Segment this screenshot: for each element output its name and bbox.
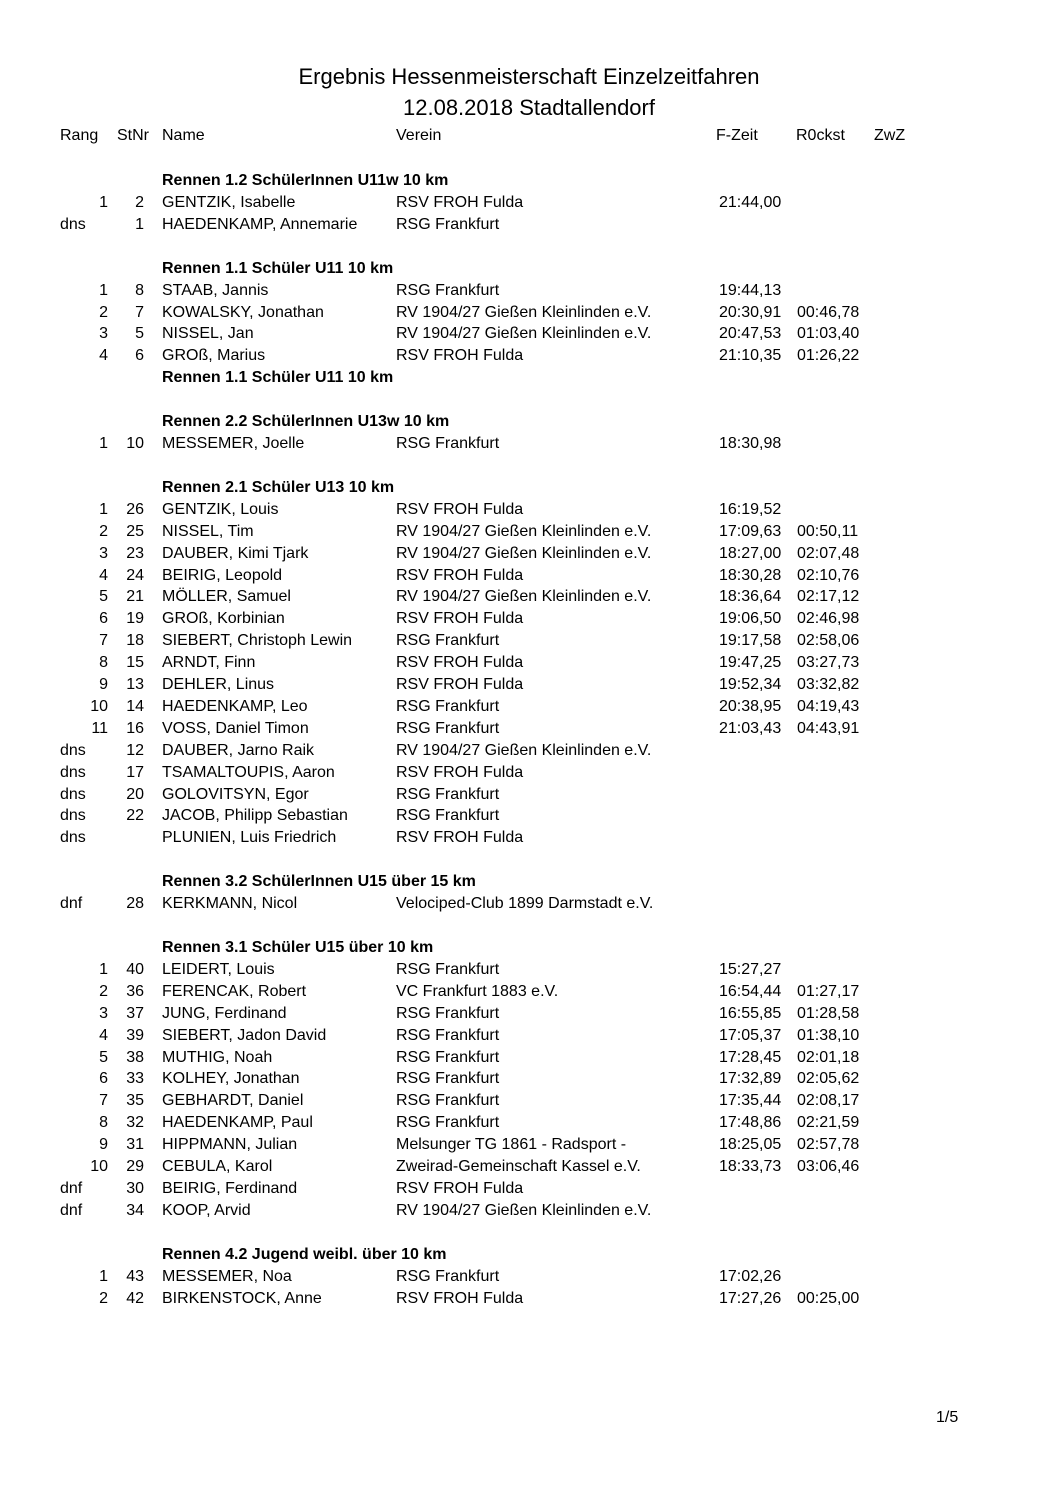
rank-cell: dns [60, 741, 86, 759]
result-row [0, 280, 1058, 302]
rank-cell: dns [60, 807, 86, 825]
start-number-cell: 13 [126, 676, 144, 693]
name-cell: GENTZIK, Louis [162, 500, 279, 518]
start-number-cell: 20 [126, 785, 144, 803]
gap-cell: 01:28,58 [797, 1004, 860, 1022]
page-number: 1/5 [936, 1409, 959, 1426]
rank-cell: 6 [99, 1070, 108, 1088]
start-number-cell: 8 [135, 281, 144, 299]
result-row [0, 740, 1058, 762]
gap-cell: 00:25,00 [797, 1289, 860, 1307]
club-cell: RSG Frankfurt [396, 1004, 500, 1022]
start-number-cell: 6 [135, 347, 144, 365]
name-cell: MUTHIG, Noah [162, 1048, 273, 1066]
result-row [0, 1112, 1058, 1134]
start-number-cell: 38 [126, 1048, 144, 1066]
result-row [0, 1003, 1058, 1025]
result-row [0, 433, 1058, 455]
name-cell: MÖLLER, Samuel [162, 588, 291, 606]
rank-cell: 2 [99, 522, 108, 540]
header-stnr: StNr [117, 127, 149, 144]
time-cell: 21:03,43 [719, 719, 782, 737]
name-cell: SIEBERT, Christoph Lewin [162, 632, 353, 650]
result-row [0, 1178, 1058, 1200]
time-cell: 16:55,85 [719, 1004, 782, 1022]
result-row [0, 192, 1058, 214]
gap-cell: 02:10,76 [797, 566, 860, 584]
gap-cell: 04:43,91 [797, 719, 860, 737]
club-cell: RSV FROH Fulda [396, 676, 524, 693]
start-number-cell: 23 [126, 544, 144, 562]
rank-cell: 5 [99, 1048, 108, 1066]
result-row [0, 981, 1058, 1003]
result-row [0, 1025, 1058, 1047]
name-cell: GROß, Korbinian [162, 610, 285, 628]
rank-cell: 4 [99, 566, 108, 584]
time-cell: 17:27,26 [719, 1289, 782, 1307]
result-row [0, 565, 1058, 587]
rank-cell: 7 [99, 632, 108, 650]
start-number-cell: 7 [135, 303, 144, 321]
start-number-cell: 14 [126, 697, 144, 715]
start-number-cell: 26 [126, 500, 144, 518]
club-cell: RSV FROH Fulda [396, 347, 524, 365]
rank-cell: 8 [99, 1114, 108, 1132]
rank-cell: dns [60, 763, 86, 781]
rank-cell: 9 [99, 676, 108, 693]
result-row [0, 323, 1058, 345]
start-number-cell: 22 [126, 807, 144, 825]
page-title: Ergebnis Hessenmeisterschaft Einzelzeitfahren [298, 64, 760, 89]
start-number-cell: 29 [126, 1158, 144, 1175]
name-cell: BEIRIG, Leopold [162, 566, 283, 584]
result-row [0, 1200, 1058, 1222]
result-row [0, 784, 1058, 806]
section-title: Rennen 4.2 Jugend weibl. über 10 km [162, 1245, 447, 1263]
result-row [0, 1266, 1058, 1288]
start-number-cell: 1 [135, 215, 144, 233]
time-cell: 18:30,28 [719, 566, 782, 584]
rank-cell: 7 [99, 1092, 108, 1110]
start-number-cell: 25 [126, 522, 144, 540]
name-cell: LEIDERT, Louis [162, 960, 275, 978]
name-cell: GROß, Marius [162, 347, 266, 365]
club-cell: Melsunger TG 1861 - Radsport - [396, 1136, 627, 1154]
page-subtitle: 12.08.2018 Stadtallendorf [403, 95, 655, 120]
gap-cell: 02:07,48 [797, 544, 860, 562]
club-cell: RV 1904/27 Gießen Kleinlinden e.V. [396, 325, 652, 343]
result-row [0, 302, 1058, 324]
start-number-cell: 19 [126, 610, 144, 628]
gap-cell: 02:05,62 [797, 1070, 860, 1088]
gap-cell: 02:57,78 [797, 1136, 860, 1154]
time-cell: 17:02,26 [719, 1267, 782, 1285]
header-verein: Verein [396, 127, 442, 144]
rank-cell: 9 [99, 1136, 108, 1154]
name-cell: SIEBERT, Jadon David [162, 1026, 327, 1044]
start-number-cell: 21 [126, 588, 144, 606]
rank-cell: 2 [99, 1289, 108, 1307]
rank-cell: 2 [99, 303, 108, 321]
start-number-cell: 43 [126, 1267, 144, 1285]
section-title: Rennen 1.1 Schüler U11 10 km [162, 259, 394, 277]
time-cell: 20:30,91 [719, 303, 782, 321]
header-zwz: ZwZ [874, 127, 906, 144]
start-number-cell: 30 [126, 1179, 144, 1197]
name-cell: HAEDENKAMP, Annemarie [162, 215, 358, 233]
name-cell: CEBULA, Karol [162, 1158, 273, 1175]
club-cell: RSG Frankfurt [396, 1026, 500, 1044]
header-rang: Rang [60, 127, 99, 144]
rank-cell: 1 [99, 435, 108, 452]
club-cell: RSV FROH Fulda [396, 1289, 524, 1307]
time-cell: 17:35,44 [719, 1092, 782, 1110]
start-number-cell: 10 [126, 435, 144, 452]
section-title: Rennen 2.1 Schüler U13 10 km [162, 478, 395, 496]
rank-cell: dns [60, 215, 86, 233]
result-row [0, 345, 1058, 367]
name-cell: TSAMALTOUPIS, Aaron [162, 763, 335, 781]
result-row [0, 1047, 1058, 1069]
gap-cell: 00:50,11 [797, 522, 859, 540]
rank-cell: dnf [60, 1201, 83, 1219]
rank-cell: 1 [99, 193, 108, 211]
rank-cell: 1 [99, 1267, 108, 1285]
start-number-cell: 42 [126, 1289, 144, 1307]
start-number-cell: 36 [126, 982, 144, 1000]
name-cell: KOWALSKY, Jonathan [162, 303, 324, 321]
name-cell: KOOP, Arvid [162, 1201, 251, 1219]
club-cell: RSV FROH Fulda [396, 566, 524, 584]
name-cell: DAUBER, Kimi Tjark [162, 544, 309, 562]
result-row [0, 1068, 1058, 1090]
club-cell: RSG Frankfurt [396, 1267, 500, 1285]
time-cell: 19:52,34 [719, 676, 782, 693]
gap-cell: 01:27,17 [797, 982, 860, 1000]
result-row [0, 718, 1058, 740]
start-number-cell: 31 [126, 1136, 144, 1154]
start-number-cell: 12 [126, 741, 144, 759]
start-number-cell: 28 [126, 895, 144, 913]
time-cell: 18:30,98 [719, 435, 782, 452]
result-row [0, 959, 1058, 981]
gap-cell: 02:46,98 [797, 610, 860, 628]
result-row [0, 1090, 1058, 1112]
gap-cell: 01:26,22 [797, 347, 860, 365]
name-cell: MESSEMER, Joelle [162, 435, 305, 452]
gap-cell: 02:17,12 [797, 588, 860, 606]
section-title: Rennen 3.1 Schüler U15 über 10 km [162, 939, 434, 956]
gap-cell: 03:06,46 [797, 1158, 860, 1175]
start-number-cell: 35 [126, 1092, 144, 1110]
rank-cell: 2 [99, 982, 108, 1000]
result-row [0, 696, 1058, 718]
club-cell: RSV FROH Fulda [396, 193, 524, 211]
name-cell: VOSS, Daniel Timon [162, 719, 309, 737]
start-number-cell: 16 [126, 719, 144, 737]
time-cell: 17:09,63 [719, 522, 782, 540]
start-number-cell: 24 [126, 566, 144, 584]
time-cell: 18:33,73 [719, 1158, 782, 1175]
name-cell: GOLOVITSYN, Egor [162, 785, 309, 803]
gap-cell: 03:27,73 [797, 654, 860, 672]
start-number-cell: 39 [126, 1026, 144, 1044]
name-cell: GENTZIK, Isabelle [162, 193, 296, 211]
club-cell: RSG Frankfurt [396, 719, 500, 737]
section-title: Rennen 2.2 SchülerInnen U13w 10 km [162, 413, 450, 431]
section-title: Rennen 3.2 SchülerInnen U15 über 15 km [162, 873, 476, 891]
header-rueckst: R0ckst [796, 127, 845, 144]
name-cell: FERENCAK, Robert [162, 982, 307, 1000]
time-cell: 18:36,64 [719, 588, 782, 606]
club-cell: RSG Frankfurt [396, 785, 500, 803]
club-cell: RSG Frankfurt [396, 435, 500, 452]
result-row [0, 674, 1058, 696]
name-cell: KOLHEY, Jonathan [162, 1070, 300, 1088]
time-cell: 18:27,00 [719, 544, 782, 562]
club-cell: RSV FROH Fulda [396, 500, 524, 518]
club-cell: VC Frankfurt 1883 e.V. [396, 982, 559, 1000]
rank-cell: dns [60, 829, 86, 847]
start-number-cell: 18 [126, 632, 144, 650]
time-cell: 17:48,86 [719, 1114, 782, 1132]
time-cell: 16:19,52 [719, 500, 782, 518]
name-cell: HIPPMANN, Julian [162, 1136, 298, 1154]
rank-cell: 3 [99, 1004, 108, 1022]
start-number-cell: 17 [126, 763, 144, 781]
start-number-cell: 37 [126, 1004, 144, 1022]
start-number-cell: 33 [126, 1070, 144, 1088]
rank-cell: 4 [99, 1026, 108, 1044]
name-cell: MESSEMER, Noa [162, 1267, 292, 1285]
rank-cell: 10 [90, 697, 108, 715]
gap-cell: 02:08,17 [797, 1092, 860, 1110]
start-number-cell: 15 [126, 654, 144, 672]
rank-cell: 5 [99, 588, 108, 606]
result-row [0, 499, 1058, 521]
time-cell: 17:05,37 [719, 1026, 782, 1044]
name-cell: DEHLER, Linus [162, 676, 275, 693]
start-number-cell: 40 [126, 960, 144, 978]
gap-cell: 00:46,78 [797, 303, 860, 321]
name-cell: BIRKENSTOCK, Anne [162, 1289, 322, 1307]
club-cell: RSV FROH Fulda [396, 829, 524, 847]
name-cell: KERKMANN, Nicol [162, 895, 298, 913]
result-row [0, 1288, 1058, 1310]
club-cell: RV 1904/27 Gießen Kleinlinden e.V. [396, 741, 652, 759]
result-row [0, 762, 1058, 784]
rank-cell: 1 [99, 960, 108, 978]
rank-cell: 10 [90, 1158, 108, 1175]
gap-cell: 02:21,59 [797, 1114, 860, 1132]
club-cell: RSG Frankfurt [396, 1092, 500, 1110]
name-cell: NISSEL, Tim [162, 522, 254, 540]
time-cell: 19:17,58 [719, 632, 782, 650]
name-cell: JACOB, Philipp Sebastian [162, 807, 348, 825]
club-cell: RSG Frankfurt [396, 1070, 500, 1088]
gap-cell: 04:19,43 [797, 697, 860, 715]
name-cell: ARNDT, Finn [162, 654, 256, 672]
start-number-cell: 32 [126, 1114, 144, 1132]
start-number-cell: 34 [126, 1201, 144, 1219]
gap-cell: 01:03,40 [797, 325, 860, 343]
rank-cell: 3 [99, 544, 108, 562]
time-cell: 21:10,35 [719, 347, 782, 365]
time-cell: 18:25,05 [719, 1136, 782, 1154]
result-row [0, 630, 1058, 652]
club-cell: RSG Frankfurt [396, 215, 500, 233]
name-cell: JUNG, Ferdinand [162, 1004, 287, 1022]
start-number-cell: 5 [135, 325, 144, 343]
club-cell: RSG Frankfurt [396, 281, 500, 299]
club-cell: RV 1904/27 Gießen Kleinlinden e.V. [396, 1201, 652, 1219]
name-cell: HAEDENKAMP, Leo [162, 697, 308, 715]
club-cell: RV 1904/27 Gießen Kleinlinden e.V. [396, 522, 652, 540]
club-cell: RV 1904/27 Gießen Kleinlinden e.V. [396, 544, 652, 562]
rank-cell: 11 [91, 719, 108, 737]
result-row [0, 608, 1058, 630]
club-cell: RSG Frankfurt [396, 697, 500, 715]
gap-cell: 03:32,82 [797, 676, 860, 693]
result-row [0, 586, 1058, 608]
start-number-cell: 2 [135, 193, 144, 211]
name-cell: DAUBER, Jarno Raik [162, 741, 315, 759]
time-cell: 19:47,25 [719, 654, 782, 672]
club-cell: RSG Frankfurt [396, 1048, 500, 1066]
club-cell: RSG Frankfurt [396, 807, 500, 825]
name-cell: HAEDENKAMP, Paul [162, 1114, 313, 1132]
name-cell: NISSEL, Jan [162, 325, 254, 343]
time-cell: 20:47,53 [719, 325, 782, 343]
club-cell: RV 1904/27 Gießen Kleinlinden e.V. [396, 588, 652, 606]
rank-cell: 1 [99, 500, 108, 518]
club-cell: RSV FROH Fulda [396, 610, 524, 628]
club-cell: RV 1904/27 Gießen Kleinlinden e.V. [396, 303, 652, 321]
club-cell: RSV FROH Fulda [396, 654, 524, 672]
result-row [0, 521, 1058, 543]
header-name: Name [162, 127, 205, 144]
section-title: Rennen 1.2 SchülerInnen U11w 10 km [162, 172, 449, 189]
time-cell: 19:44,13 [719, 281, 782, 299]
result-row [0, 893, 1058, 915]
rank-cell: 1 [99, 281, 108, 299]
rank-cell: 4 [99, 347, 108, 365]
result-row [0, 827, 1058, 849]
result-row [0, 652, 1058, 674]
rank-cell: 8 [99, 654, 108, 672]
club-cell: RSG Frankfurt [396, 632, 500, 650]
rank-cell: 6 [99, 610, 108, 628]
result-row [0, 214, 1058, 236]
result-row [0, 543, 1058, 565]
name-cell: GEBHARDT, Daniel [162, 1092, 304, 1110]
gap-cell: 02:01,18 [797, 1048, 860, 1066]
club-cell: Zweirad-Gemeinschaft Kassel e.V. [396, 1158, 641, 1175]
time-cell: 19:06,50 [719, 610, 782, 628]
result-row [0, 805, 1058, 827]
section-footer: Rennen 1.1 Schüler U11 10 km [162, 369, 394, 387]
rank-cell: dns [60, 785, 86, 803]
name-cell: BEIRIG, Ferdinand [162, 1179, 298, 1197]
name-cell: PLUNIEN, Luis Friedrich [162, 829, 337, 847]
time-cell: 17:28,45 [719, 1048, 782, 1066]
rank-cell: 3 [99, 325, 108, 343]
club-cell: Velociped-Club 1899 Darmstadt e.V. [396, 895, 654, 913]
club-cell: RSV FROH Fulda [396, 763, 524, 781]
name-cell: STAAB, Jannis [162, 281, 269, 299]
gap-cell: 01:38,10 [797, 1026, 860, 1044]
result-row [0, 1134, 1058, 1156]
rank-cell: dnf [60, 1179, 83, 1197]
header-fzeit: F-Zeit [716, 127, 758, 144]
gap-cell: 02:58,06 [797, 632, 860, 650]
club-cell: RSG Frankfurt [396, 960, 500, 978]
club-cell: RSV FROH Fulda [396, 1179, 524, 1197]
result-row [0, 1156, 1058, 1178]
rank-cell: dnf [60, 895, 83, 913]
club-cell: RSG Frankfurt [396, 1114, 500, 1132]
time-cell: 16:54,44 [719, 982, 782, 1000]
time-cell: 20:38,95 [719, 697, 782, 715]
time-cell: 21:44,00 [719, 193, 782, 211]
time-cell: 17:32,89 [719, 1070, 782, 1088]
time-cell: 15:27,27 [719, 960, 782, 978]
